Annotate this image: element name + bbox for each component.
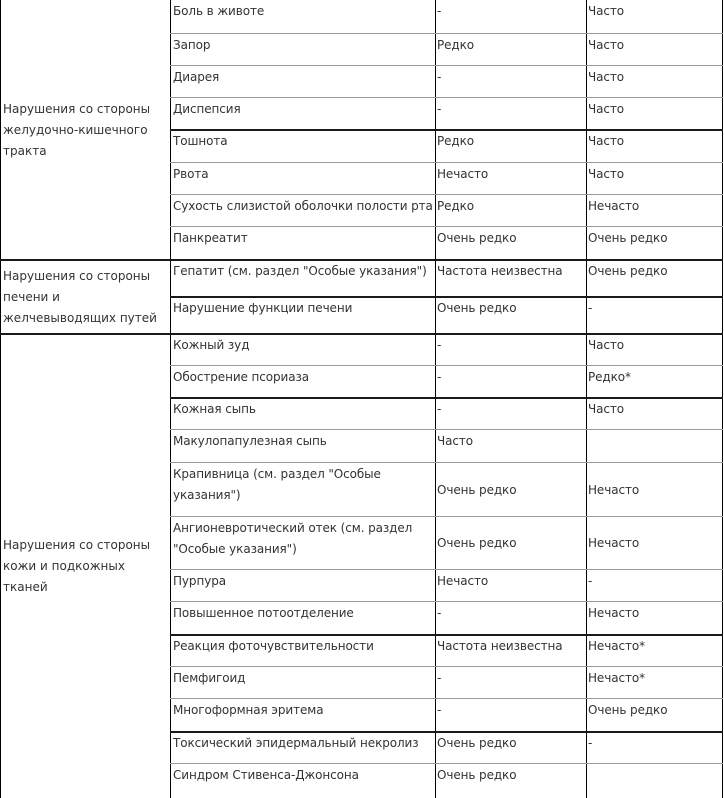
frequency-col-a: - bbox=[437, 70, 442, 84]
row-divider bbox=[170, 569, 723, 570]
row-divider bbox=[170, 516, 723, 517]
row-divider bbox=[170, 763, 723, 764]
frequency-col-a: - bbox=[437, 370, 442, 384]
frequency-col-a: Частота неизвестна bbox=[437, 264, 563, 278]
reaction-name: Многоформная эритема bbox=[173, 703, 324, 717]
frequency-col-b: Нечасто bbox=[588, 199, 640, 213]
frequency-col-b: Часто bbox=[588, 4, 625, 18]
reaction-name: Крапивница (см. раздел "Особые указания") bbox=[173, 467, 381, 502]
frequency-col-b: Часто bbox=[588, 134, 625, 148]
frequency-col-b: Часто bbox=[588, 38, 625, 52]
frequency-col-b: Очень редко bbox=[588, 231, 668, 245]
reaction-name: Сухость слизистой оболочки полости рта bbox=[173, 199, 433, 213]
frequency-col-a: Очень редко bbox=[437, 736, 517, 750]
reaction-name: Кожная сыпь bbox=[173, 402, 256, 416]
frequency-col-b: - bbox=[588, 736, 593, 750]
row-divider bbox=[170, 226, 723, 227]
row-divider bbox=[170, 33, 723, 34]
frequency-col-a: - bbox=[437, 4, 442, 18]
row-divider bbox=[170, 462, 723, 463]
column-divider bbox=[586, 0, 587, 798]
column-divider bbox=[722, 0, 723, 798]
frequency-col-b: Очень редко bbox=[588, 703, 668, 717]
frequency-col-a: - bbox=[437, 402, 442, 416]
reaction-name: Кожный зуд bbox=[173, 338, 250, 352]
frequency-col-b: Часто bbox=[588, 102, 625, 116]
frequency-col-a: Редко bbox=[437, 38, 475, 52]
group-label: Нарушения со стороны желудочно-кишечного тракта bbox=[3, 102, 151, 158]
column-divider bbox=[0, 0, 1, 798]
frequency-col-b: Нечасто bbox=[588, 536, 640, 550]
row-divider bbox=[170, 65, 723, 66]
reaction-name: Пемфигоид bbox=[173, 671, 246, 685]
frequency-col-b: Нечасто* bbox=[588, 671, 645, 685]
frequency-col-a: - bbox=[437, 703, 442, 717]
frequency-col-b: Нечасто bbox=[588, 483, 640, 497]
frequency-col-a: Очень редко bbox=[437, 768, 517, 782]
frequency-col-a: Редко bbox=[437, 134, 475, 148]
reaction-name: Реакция фоточувствительности bbox=[173, 639, 374, 653]
frequency-col-a: Частота неизвестна bbox=[437, 639, 563, 653]
row-divider bbox=[170, 162, 723, 163]
column-divider bbox=[435, 0, 436, 798]
reaction-name: Повышенное потоотделение bbox=[173, 606, 354, 620]
reaction-name: Токсический эпидермальный некролиз bbox=[173, 736, 419, 750]
reaction-name: Гепатит (см. раздел "Особые указания") bbox=[173, 264, 427, 278]
row-divider bbox=[170, 666, 723, 667]
reaction-name: Пурпура bbox=[173, 574, 226, 588]
column-divider bbox=[170, 0, 171, 798]
reaction-name: Обострение псориаза bbox=[173, 370, 310, 384]
frequency-col-b: Нечасто* bbox=[588, 639, 645, 653]
frequency-col-b: Нечасто bbox=[588, 606, 640, 620]
row-divider bbox=[170, 601, 723, 602]
frequency-col-b: Часто bbox=[588, 402, 625, 416]
reaction-name: Диспепсия bbox=[173, 102, 241, 116]
frequency-col-a: - bbox=[437, 671, 442, 685]
frequency-col-b: Редко* bbox=[588, 370, 631, 384]
frequency-col-a: Очень редко bbox=[437, 536, 517, 550]
frequency-col-b: Часто bbox=[588, 167, 625, 181]
row-divider bbox=[170, 97, 723, 98]
row-divider bbox=[170, 365, 723, 366]
reaction-name: Боль в животе bbox=[173, 4, 265, 18]
reaction-name: Рвота bbox=[173, 167, 209, 181]
reaction-name: Диарея bbox=[173, 70, 220, 84]
reaction-name: Синдром Стивенса-Джонсона bbox=[173, 768, 359, 782]
frequency-col-a: Нечасто bbox=[437, 167, 489, 181]
reaction-name: Запор bbox=[173, 38, 211, 52]
reaction-name: Нарушение функции печени bbox=[173, 301, 353, 315]
row-divider bbox=[170, 194, 723, 195]
frequency-col-b: Очень редко bbox=[588, 264, 668, 278]
frequency-col-a: Нечасто bbox=[437, 574, 489, 588]
reaction-name: Панкреатит bbox=[173, 231, 248, 245]
frequency-col-b: Часто bbox=[588, 338, 625, 352]
frequency-col-b: Часто bbox=[588, 70, 625, 84]
reaction-name: Тошнота bbox=[173, 134, 228, 148]
frequency-col-a: Очень редко bbox=[437, 483, 517, 497]
frequency-col-a: Очень редко bbox=[437, 301, 517, 315]
frequency-col-a: Часто bbox=[437, 434, 474, 448]
frequency-col-a: Очень редко bbox=[437, 231, 517, 245]
reaction-name: Ангионевротический отек (см. раздел "Особые указания") bbox=[173, 521, 413, 556]
row-divider bbox=[170, 429, 723, 430]
reaction-name: Макулопапулезная сыпь bbox=[173, 434, 327, 448]
group-label: Нарушения со стороны печени и желчевыводящих путей bbox=[3, 269, 157, 325]
frequency-col-b: - bbox=[588, 301, 593, 315]
frequency-col-a: - bbox=[437, 606, 442, 620]
frequency-col-b: - bbox=[588, 574, 593, 588]
frequency-col-a: Редко bbox=[437, 199, 475, 213]
row-divider bbox=[170, 698, 723, 699]
frequency-col-a: - bbox=[437, 102, 442, 116]
frequency-col-a: - bbox=[437, 338, 442, 352]
group-label: Нарушения со стороны кожи и подкожных тканей bbox=[3, 538, 151, 594]
